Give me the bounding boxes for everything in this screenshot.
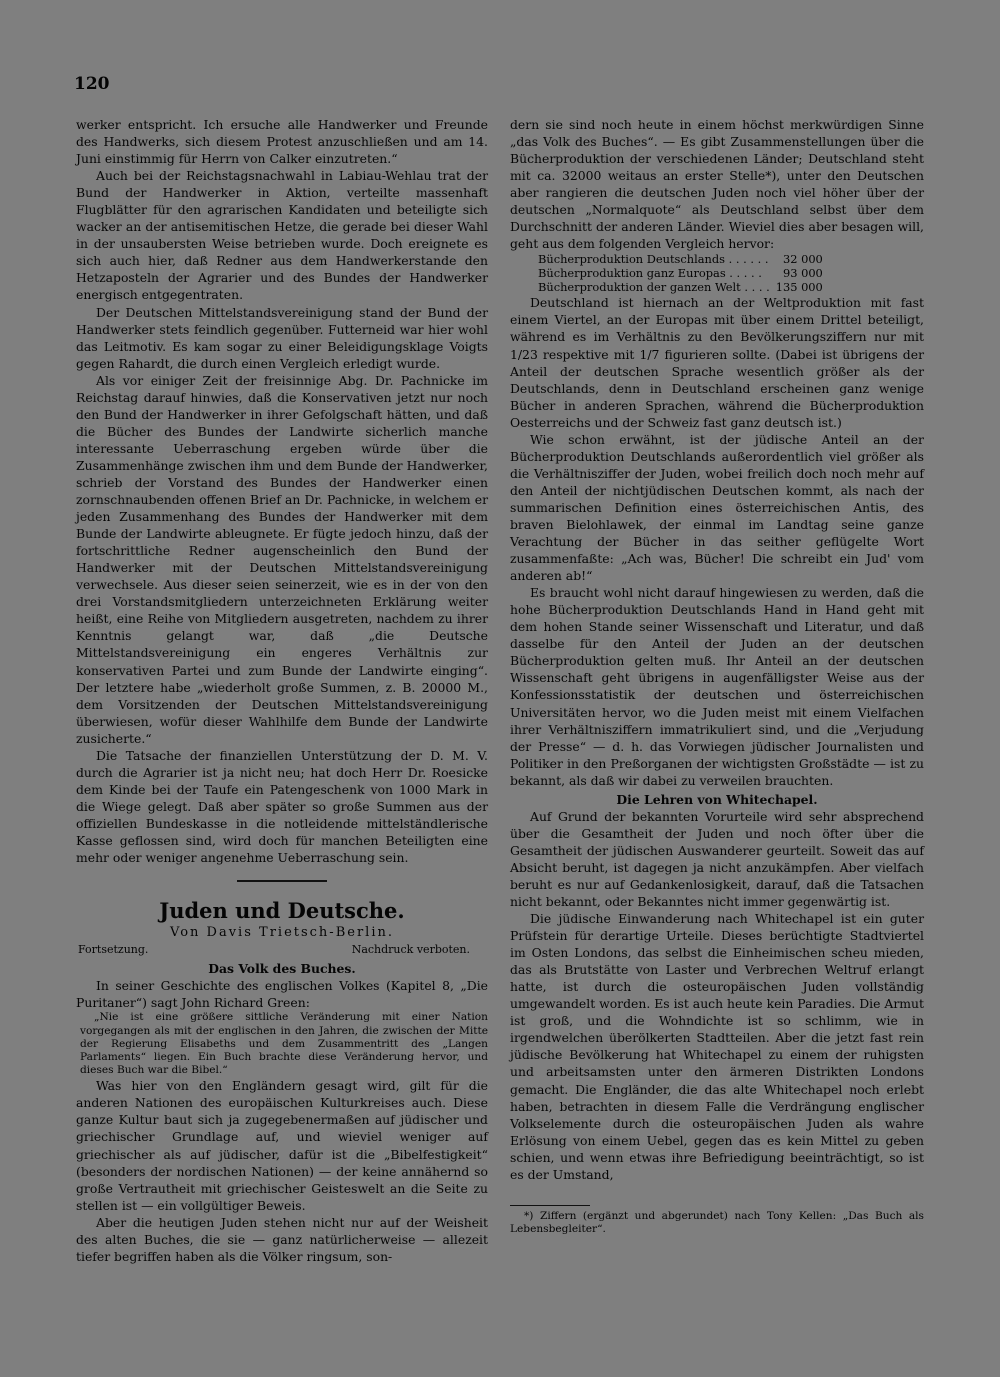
page-number: 120 (74, 74, 110, 94)
continuation-row (76, 941, 488, 958)
paragraph: Aber die heutigen Juden stehen nicht nur auf der Weisheit des alten Buches, die sie — ganz natürlicherweise — allezeit tiefer begriffen haben als die Völker ringsum, son- (76, 1214, 488, 1264)
continuation-note: Fortsetzung. (78, 943, 149, 957)
statistics-table (538, 252, 823, 294)
right-column (510, 116, 924, 1237)
paragraph: Wie schon erwähnt, ist der jüdische Anteil an der Bücherproduktion Deutschlands außerordentlich viel größer als die Verhältnisziffer der Juden, wobei freilich doch noch mehr auf den Anteil der nichtjüdischen Deutschen kommt, als nach der summarischen Definition eines österreichischen Antis, des braven Bielohlawek, der einmal im Landtag seine ganze Verachtung der Bücher in das seither geflügelte Wort zusammenfaßte: „Ach was, Bücher! Die schreibt ein Jud' vom anderen ab!“ (510, 431, 924, 584)
stat-value: 135 000 (775, 280, 823, 295)
paragraph: Die Tatsache der finanziellen Unterstützung der D. M. V. durch die Agrarier ist ja nicht neu; hat doch Herr Dr. Roesicke dem Kinde bei der Taufe ein Patengeschenk von 1000 Mark in die Wiege gelegt. Daß aber später so große Summen aus der offiziellen Bundeskasse in die notleidende mittelständlerische Kasse geflossen sind, wird doch für manchen Beteiligten eine mehr oder weniger angenehme Ueberraschung sein. (76, 747, 488, 866)
section-subhead: Die Lehren von Whitechapel. (616, 791, 818, 807)
paragraph: Auch bei der Reichstagsnachwahl in Labiau-Wehlau trat der Bund der Handwerker in Aktion, verteilte massenhaft Flugblätter für den agrarischen Kandidaten und beteiligte sich wacker an der antisemitischen Hetze, die gerade bei dieser Wahl in der unsaubersten Weise betrieben wurde. Doch ereignete es sich auch hier, daß Redner aus dem Handwerkerstande den Hetzaposteln der Agrarier und des Bundes der Handwerker energisch entgegentraten. (76, 168, 488, 303)
paragraph: dern sie sind noch heute in einem höchst merkwürdigen Sinne „das Volk des Buches“. — Es gibt Zusammenstellungen über die Bücherproduktion der verschiedenen Länder; Deutschland steht mit ca. 32000 weitaus an erster Stelle*), unter den Deutschen aber rangieren die deutschen Juden noch viel höher über der deutschen „Normalquote“ als Deutschland selbst über dem Durchschnitt der anderen Länder. Wieviel dies aber besagen will, geht aus dem folgenden Vergleich hervor: (510, 117, 924, 252)
paragraph: In seiner Geschichte des englischen Volkes (Kapitel 8, „Die Puritaner“) sagt John Richard Green: (76, 978, 488, 1011)
paragraph: Als vor einiger Zeit der freisinnige Abg. Dr. Pachnicke im Reichstag darauf hinwies, daß die Konservativen jetzt nur noch den Bund der Handwerker in ihrer Gefolgschaft hätten, und daß die Bücher des Bundes der Landwirte sicherlich manche interessante Ueberraschung ergeben würde über die Zusammenhänge zwischen ihm und dem Bunde der Handwerker, schrieb der Vorstand des Bundes der Handwerker einen zornschnaubenden offenen Brief an Dr. Pachnicke, in welchem er jeden Zusammenhang des Bundes der Handwerker mit dem Bunde der Landwirte ableugnete. Er fügte jedoch hinzu, daß der fortschrittliche Redner augenscheinlich den Bund der Handwerker mit der Deutschen Mittelstandsvereinigung verwechsele. Aus dieser seien seinerzeit, wie es in der von den drei Vorstandsmitgliedern unterzeichneten Erklärung weiter heißt, eine Reihe von Mitgliedern ausgetreten, nachdem zu ihrer Kenntnis gelangt war, daß „die Deutsche Mittelstandsvereinigung ein engeres Verhältnis zur konservativen Partei und zum Bunde der Landwirte einging“. Der letztere habe „wiederholt große Summen, z. B. 20000 M., dem Vorsitzenden der Deutschen Mittelstandsvereinigung überwiesen, wofür dieser Wahlhilfe dem Bunde der Landwirte zusicherte.“ (76, 372, 488, 746)
table-row (538, 252, 823, 266)
table-row (538, 280, 823, 294)
paragraph: Die jüdische Einwanderung nach Whitechapel ist ein guter Prüfstein für derartige Urteile. Dieses berüchtigte Stadtviertel im Osten Londons, das selbst die Einheimischen scheu mieden, das als Brutstätte von Laster und Verbrechen Weltruf erlangt hatte, ist durch die osteuropäischen Juden vollständig umgewandelt worden. Es ist auch heute kein Paradies. Die Armut ist groß, und die Wohndichte ist so schlimm, wie in irgendwelchen überölkerten Stadtteilen. Aber die jetzt fast rein jüdische Bevölkerung hat Whitechapel zu einem der ruhigsten und arbeitsamsten unter den ärmeren Distrikten Londons gemacht. Die Engländer, die das alte Whitechapel noch erlebt haben, betrachten in diesem Falle die Verdrängung englischer Volkselemente durch die osteuropäischen Juden als wahre Erlösung von einem Uebel, gegen das es kein Mittel zu geben schien, und wenn etwas ihre Befriedigung beeinträchtigt, so ist es der Umstand, (510, 911, 924, 1182)
paragraph: werker entspricht. Ich ersuche alle Handwerker und Freunde des Handwerks, sich diesem Protest anzuschließen und am 14. Juni einstimmig für Herrn von Calker einzutreten.“ (76, 117, 488, 167)
paragraph: Was hier von den Engländern gesagt wird, gilt für die anderen Nationen des europäischen Kulturkreises auch. Diese ganze Kultur baut sich ja zugegebenermaßen auf jüdischer und griechischer Grundlage auf, und wieviel weniger auf griechischer als auf jüdischer, dafür ist die „Bibelfestigkeit“ (besonders der nordischen Nationen) — der keine annähernd so große Vertrautheit mit griechischer Geisteswelt an die Seite zu stellen ist — ein vollgültiger Beweis. (76, 1078, 488, 1213)
paragraph: Auf Grund der bekannten Vorurteile wird sehr absprechend über die Gesamtheit der Juden und noch öfter über die Gesamtheit der jüdischen Auswanderer geurteilt. Soweit das auf Absicht beruht, ist dagegen ja nicht anzukämpfen. Aber vielfach beruht es nur auf Gedankenlosigkeit, darauf, daß die Tatsachen nicht bekannt, oder Bekanntes nicht immer gegenwärtig ist. (510, 808, 924, 910)
paragraph: Der Deutschen Mittelstandsvereinigung stand der Bund der Handwerker stets feindlich gegenüber. Futterneid war hier wohl das Leitmotiv. Es kam sogar zu einer Beleidigungsklage Voigts gegen Rahardt, die durch einen Vergleich erledigt wurde. (76, 304, 488, 371)
stat-label: Bücherproduktion ganz Europas . . . . . (538, 266, 762, 281)
byline: Von Davis Trietsch-Berlin. (170, 925, 394, 941)
section-subhead: Das Volk des Buches. (208, 961, 356, 977)
table-row (538, 266, 823, 280)
article-title: Juden und Deutsche. (159, 898, 405, 924)
footnote: *) Ziffern (ergänzt und abgerundet) nach Tony Kellen: „Das Buch als Lebensbegleiter“. (510, 1209, 924, 1236)
paragraph: Es braucht wohl nicht darauf hingewiesen zu werden, daß die hohe Bücherproduktion Deutschlands Hand in Hand geht mit dem hohen Stande seiner Wissenschaft und Literatur, und daß dasselbe für den Anteil der Juden an der deutschen Bücherproduktion gelten muß. Ihr Anteil an der deutschen Wissenschaft geht übrigens in augenfälligster Weise aus der Konfessionsstatistik der deutschen und österreichischen Universitäten hervor, wo die Juden meist mit einem Vielfachen ihrer Verhältnisziffern immatrikuliert sind, und die „Verjudung der Presse“ — d. h. das Vorwiegen jüdischer Journalisten und Politiker in den Preßorganen der wichtigsten Großstädte — ist zu bekannt, als daß wir dabei zu verweilen brauchten. (510, 585, 924, 788)
left-column (76, 116, 488, 1265)
stat-value: 93 000 (782, 266, 823, 281)
section-divider (237, 880, 327, 882)
stat-value: 32 000 (782, 252, 823, 267)
block-quote: „Nie ist eine größere sittliche Veränderung mit einer Nation vorgegangen als mit der englischen in den Jahren, die zwischen der Mitte der Regierung Elisabeths und dem Zusammentritt des „Langen Parlaments“ liegen. Ein Buch brachte diese Veränderung hervor, und dieses Buch war die Bibel.“ (80, 1011, 488, 1077)
reprint-note: Nachdruck verboten. (351, 943, 470, 957)
stat-label: Bücherproduktion der ganzen Welt . . . . (538, 280, 770, 295)
stat-label: Bücherproduktion Deutschlands . . . . . . (538, 252, 769, 267)
paragraph: Deutschland ist hiernach an der Weltproduktion mit fast einem Viertel, an der Europas mit über einem Drittel beteiligt, während es im Verhältnis zu den Bevölkerungsziffern nur mit 1/23 respektive mit 1/7 figurieren sollte. (Dabei ist übrigens der Anteil der deutschen Sprache wesentlich größer als der Deutschlands, denn in Deutschland erscheinen ganz wenige Bücher in anderen Sprachen, während die Bücherproduktion Oesterreichs und der Schweiz fast ganz deutsch ist.) (510, 295, 924, 430)
footnote-rule (510, 1205, 590, 1206)
